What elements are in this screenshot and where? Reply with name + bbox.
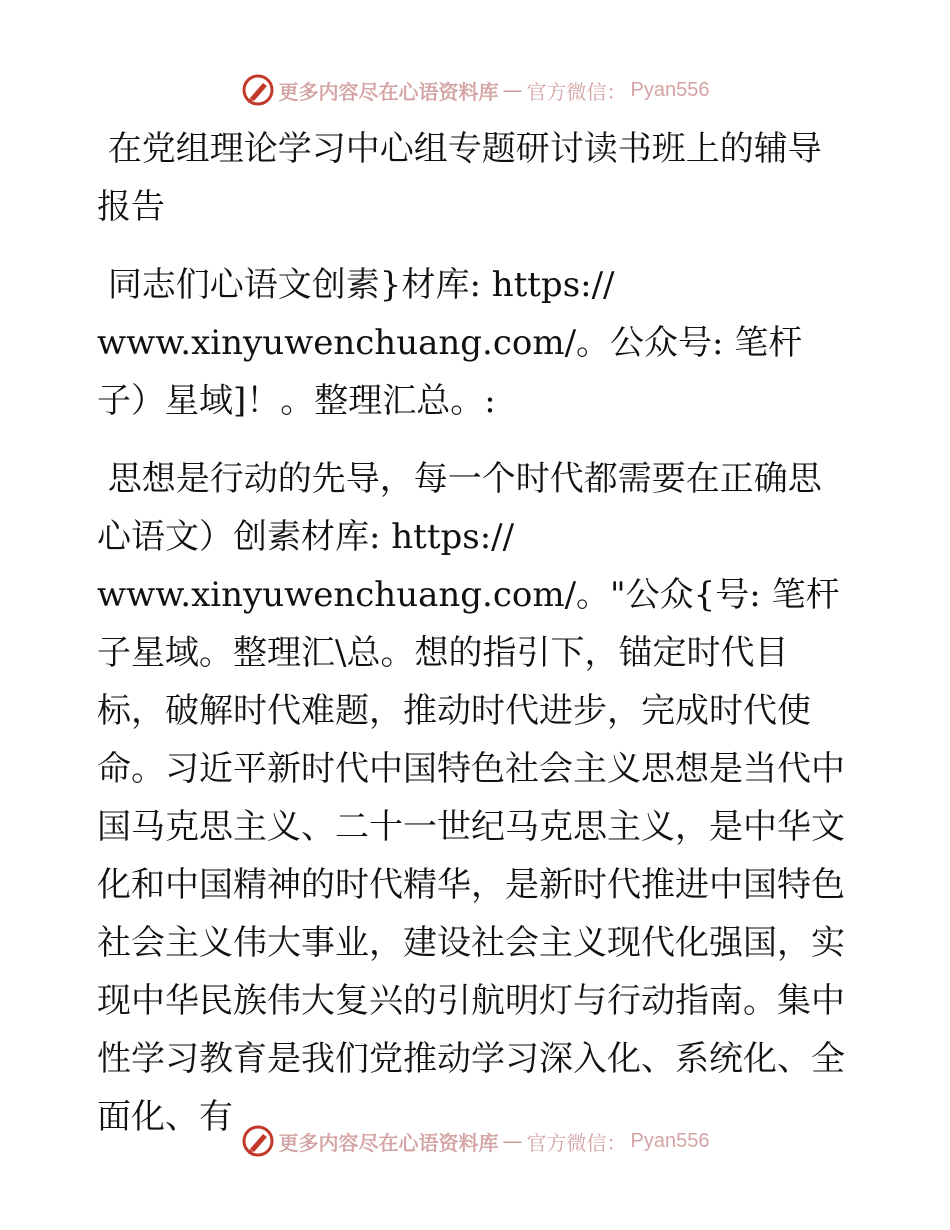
- footer-watermark-banner: [0, 1121, 950, 1161]
- document-body: [97, 120, 849, 1146]
- pen-logo-icon: [241, 73, 275, 107]
- banner-main-text: 更多内容尽在心语资料库: [278, 1130, 499, 1155]
- banner-wechat-id: Pyan556: [630, 78, 710, 101]
- banner-official-label: 官方微信：: [526, 1130, 627, 1155]
- banner-wechat-id: Pyan556: [630, 1129, 710, 1152]
- header-watermark-banner: [0, 70, 950, 110]
- pen-logo-icon: [241, 1124, 275, 1158]
- banner-dash: —: [502, 1129, 523, 1153]
- banner-main-text: 更多内容尽在心语资料库: [278, 79, 499, 104]
- banner-dash: —: [502, 78, 523, 102]
- paragraph-2: 思想是行动的先导，每一个时代都需要在正确思心语文）创素材库: https:// www.xinyuwenchuang.com/。"公众{号: 笔杆子星域。整理汇\总。想的指引下，锚定时代目标，破解时代难题，推动时代进步，完成时代使命。习近平新时代中国特色社会主义思想是当代中国马克思主义、二十一世纪马克思主义，是中华文化和中国精神的时代精华，是新时代推进中国特色社会主义伟大事业，建设社会主义现代化强国，实现中华民族伟大复兴的引航明灯与行动指南。集中性学习教育是我们党推动学习深入化、系统化、全面化、有: [97, 459, 845, 1137]
- banner-official-label: 官方微信：: [526, 79, 627, 104]
- paragraph-1: 同志们心语文创素}材库: https:// www.xinyuwenchuang.com/。公众号: 笔杆子）星域]！。整理汇总。:: [97, 265, 803, 421]
- document-title: 在党组理论学习中心组专题研讨读书班上的辅导报告: [97, 129, 822, 227]
